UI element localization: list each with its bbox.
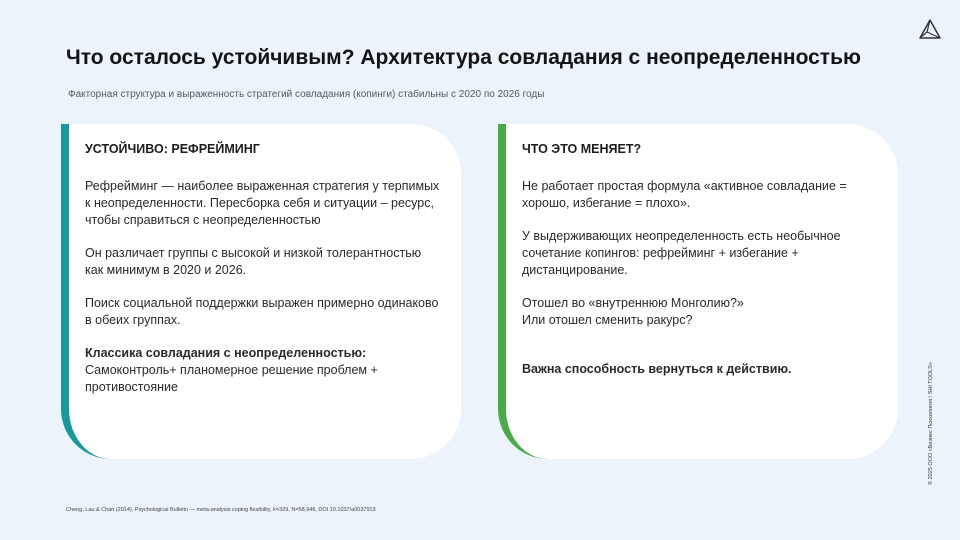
triangle-logo-icon bbox=[918, 18, 942, 42]
card-paragraph-bold: Важна способность вернуться к действию. bbox=[522, 362, 792, 376]
card-paragraph-question bbox=[522, 295, 878, 329]
page-subtitle: Факторная структура и выраженность стратегий совладания (копинги) стабильны с 2020 по 2026 годы bbox=[68, 89, 545, 100]
copyright-vertical: © 2025 ООО «Бизнес Психология / SHI TOOLS» bbox=[928, 362, 934, 485]
card-heading: ЧТО ЭТО МЕНЯЕТ? bbox=[522, 142, 642, 156]
card-paragraph: Поиск социальной поддержки выражен примерно одинаково в обеих группах. bbox=[85, 296, 439, 327]
what-changes-card bbox=[498, 124, 898, 459]
card-paragraph-text: Самоконтроль+ планомерное решение проблем + противостояние bbox=[85, 363, 378, 394]
card-paragraph: У выдерживающих неопределенность есть необычное сочетание копингов: рефрейминг + избегание + дистанцирование. bbox=[522, 229, 841, 277]
card-heading: УСТОЙЧИВО: РЕФРЕЙМИНГ bbox=[85, 142, 260, 156]
card-paragraph: Рефрейминг — наиболее выраженная стратегия у терпимых к неопределенности. Пересборка себя и ситуации – ресурс, чтобы справиться с неопределенностью bbox=[85, 179, 440, 227]
source-footnote: Cheng, Lau & Chan (2014), Psychological Bulletin — meta-analysis coping flexibility, k=329, N=58,946, DOI 10.1037/a0037913 bbox=[66, 507, 376, 513]
card-line: Отошел во «внутреннюю Монголию?» bbox=[522, 296, 744, 310]
card-paragraph-conclusion bbox=[522, 361, 878, 378]
card-paragraph-bold: Классика совладания с неопределенностью: bbox=[85, 346, 367, 360]
page-title: Что осталось устойчивым? Архитектура совладания с неопределенностью bbox=[66, 46, 861, 69]
card-paragraph-classic bbox=[85, 345, 441, 396]
card-paragraph: Не работает простая формула «активное совладание = хорошо, избегание = плохо». bbox=[522, 179, 847, 210]
card-paragraph: Он различает группы с высокой и низкой толерантностью как минимум в 2020 и 2026. bbox=[85, 246, 422, 277]
stable-reframing-card bbox=[61, 124, 461, 459]
card-line: Или отошел сменить ракурс? bbox=[522, 313, 693, 327]
